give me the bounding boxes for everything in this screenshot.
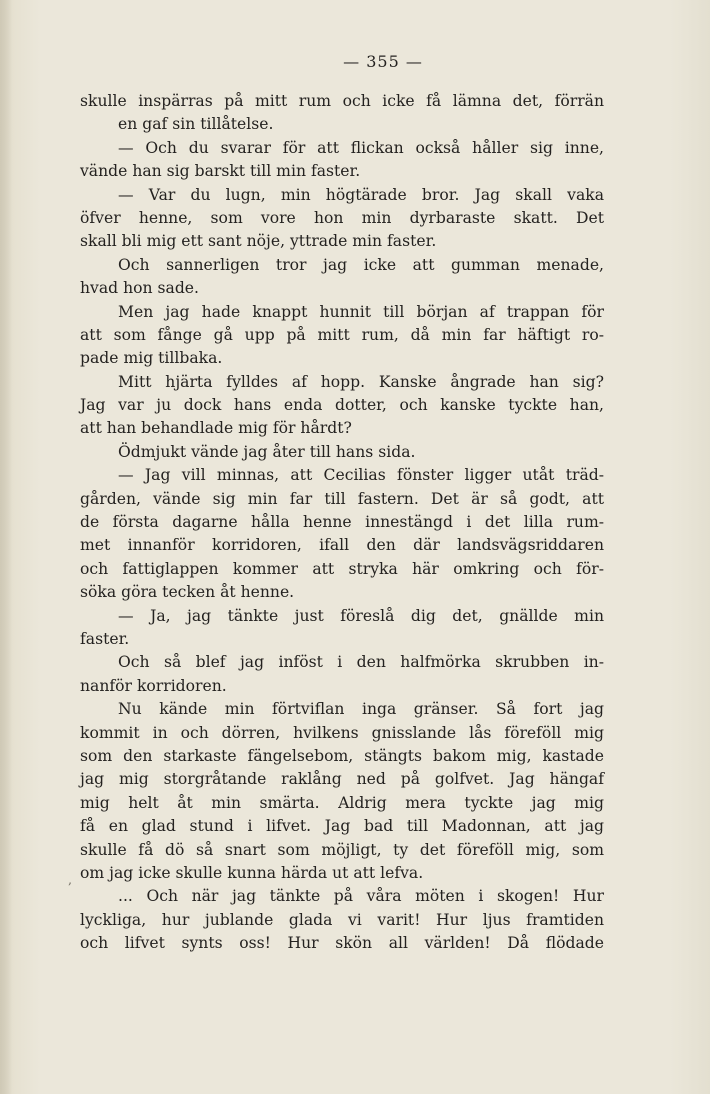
text-line: Ödmjukt vände jag åter till hans sida. [118,442,416,461]
text-line: pade mig tillbaka. [80,349,223,368]
text-line: — Var du lugn, min högtärade bror. Jag skall vaka [118,185,604,204]
text-line: skall bli mig ett sant nöje, yttrade min faster. [80,232,437,251]
text-line: att som fånge gå upp på mitt rum, då min far häftigt ro- [80,325,604,344]
text-line: jag mig storgråtande raklång ned på golfvet. Jag hängaf [80,770,604,789]
text-line: att han behandlade mig för hårdt? [80,419,352,438]
text-line: nanför korridoren. [80,676,227,695]
text-line: — Jag vill minnas, att Cecilias fönster ligger utåt träd- [118,466,604,485]
text-line: gården, vände sig min far till fastern. Det är så godt, att [80,489,604,508]
text-line: — Ja, jag tänkte just föreslå dig det, gnällde min [118,606,604,625]
text-line: skulle få dö så snart som möjligt, ty det föreföll mig, som [80,840,604,859]
text-line: lyckliga, hur jublande glada vi varit! Hur ljus framtiden [80,910,604,929]
text-line: — Och du svarar för att flickan också håller sig inne, [118,138,604,157]
text-line: Men jag hade knappt hunnit till början af trappan för [118,302,604,321]
page-number: — 355 — [343,52,423,71]
text-line: kommit in och dörren, hvilkens gnisslande lås föreföll mig [80,723,604,742]
text-line: mig helt åt min smärta. Aldrig mera tyckte jag mig [80,793,604,812]
text-line: Och sannerligen tror jag icke att gumman menade, [118,255,604,274]
text-line: Jag var ju dock hans enda dotter, och kanske tyckte han, [80,396,604,415]
text-line: met innanför korridoren, ifall den där landsvägsriddaren [80,536,604,555]
text-line: ... Och när jag tänkte på våra möten i skogen! Hur [118,887,604,906]
text-line: vände han sig barskt till min faster. [80,162,361,181]
text-line: hvad hon sade. [80,279,199,298]
page-binding-shadow [0,0,12,1094]
text-line: Nu kände min förtviflan inga gränser. Så fort jag [118,700,604,719]
text-line: en gaf sin tillåtelse. [118,115,274,134]
text-line: få en glad stund i lifvet. Jag bad till Madonnan, att jag [80,817,604,836]
text-line: som den starkaste fängelsebom, stängts bakom mig, kastade [80,746,604,765]
margin-mark: ‚ [68,873,72,887]
text-line: och fattiglappen kommer att stryka här omkring och för- [80,559,604,578]
text-line: söka göra tecken åt henne. [80,583,295,602]
text-line: de första dagarne hålla henne innestängd i det lilla rum- [80,513,604,532]
text-line: Mitt hjärta fylldes af hopp. Kanske ångrade han sig? [118,372,604,391]
text-line: om jag icke skulle kunna härda ut att lefva. [80,863,424,882]
text-line: öfver henne, som vore hon min dyrbaraste skatt. Det [80,208,604,227]
text-line: faster. [80,629,130,648]
text-line: skulle inspärras på mitt rum och icke få lämna det, förrän [80,92,604,110]
text-line: Och så blef jag inföst i den halfmörka skrubben in- [118,653,604,672]
body-text [80,90,604,955]
text-line: och lifvet synts oss! Hur skön all världen! Då flödade [80,934,604,953]
